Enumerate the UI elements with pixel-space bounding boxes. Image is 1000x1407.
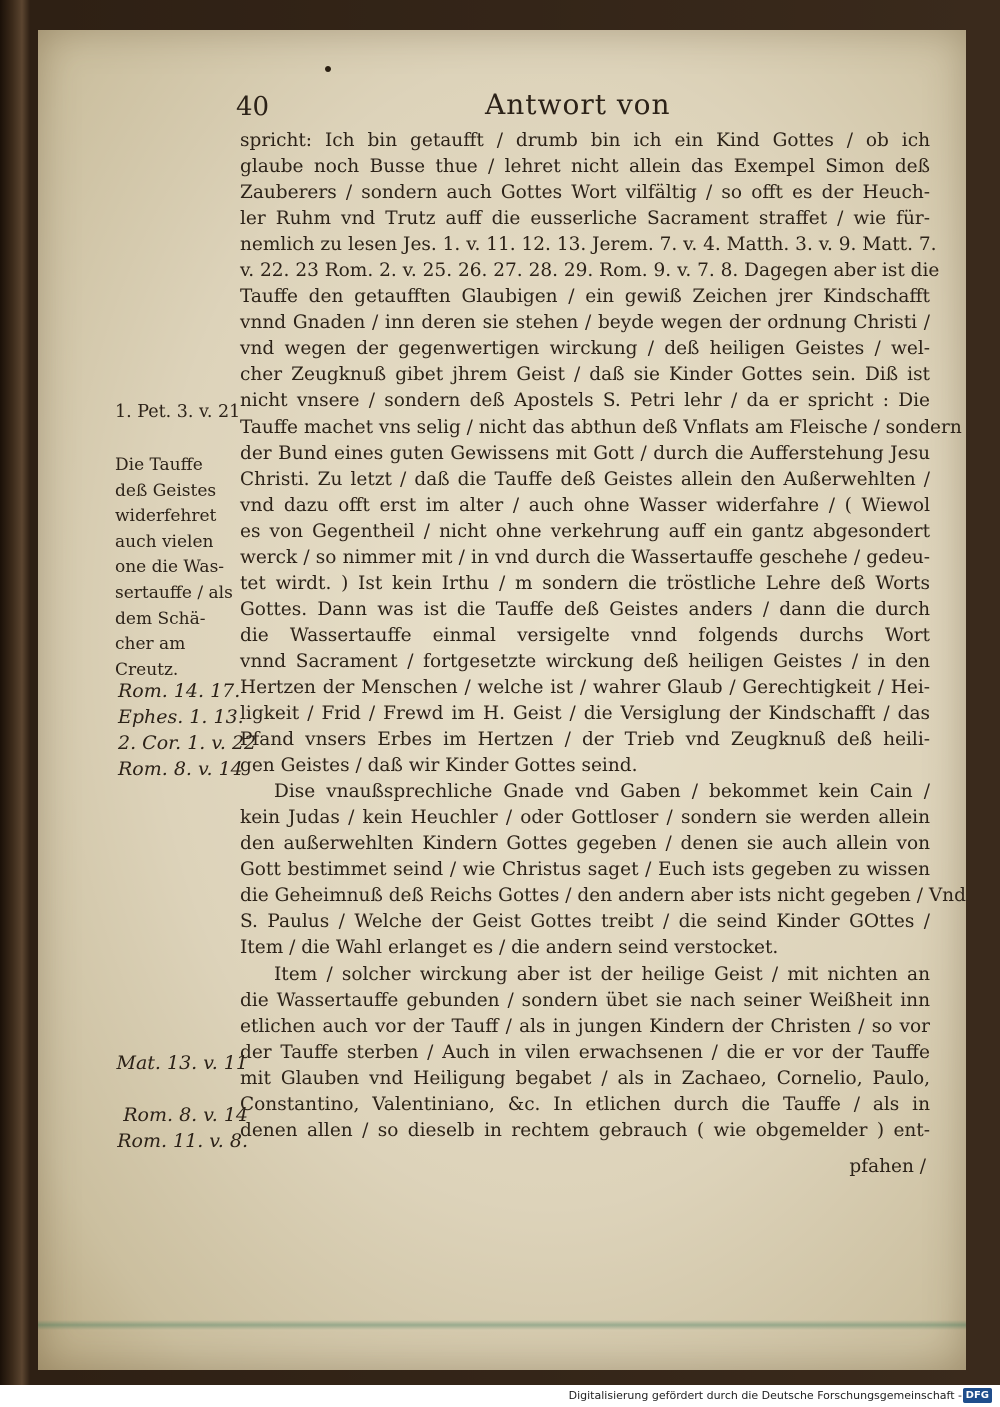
margin-ref-rom11: Rom. 11. v. 8. [117,1130,248,1152]
margin-ref-mat: Mat. 13. v. 11 [116,1052,248,1074]
margin-ref-rom8-lower: Rom. 8. v. 14 [123,1104,248,1126]
margin-ref-pet: 1. Pet. 3. v. 21 [115,402,241,422]
text-line: etlichen auch vor der Tauff / als in jungen Kindern der Christen / so vor [240,1015,930,1037]
text-line: vnnd Gnaden / inn deren sie stehen / beyde wegen der ordnung Christi / [240,312,930,334]
text-line: ligkeit / Frid / Frewd im H. Geist / die Versiglung der Kindschafft / das [240,703,930,725]
text-line: Gott bestimmet seind / wie Christus saget / Euch ists gegeben zu wissen [240,859,930,881]
margin-ref-rom8: Rom. 8. v. 14 [118,758,243,780]
text-line: Tauffe machet vns selig / nicht das abthun deß Vnflats am Fleische / sondern [240,416,962,438]
text-line: spricht: Ich bin getaufft / drumb bin ich ein Kind Gottes / ob ich [240,130,930,151]
text-line: Pfand vnsers Erbes im Hertzen / der Trieb vnd Zeugknuß deß heili- [240,729,930,751]
page-edge-stain [38,1320,966,1330]
sidenote-line: cher am [115,634,186,655]
catchword: pfahen / [849,1156,926,1177]
text-line: die Geheimnuß deß Reichs Gottes / den andern aber ists nicht gegeben / Vnd [240,885,966,907]
text-line: es von Gegentheil / nicht ohne verkehrung auff ein gantz abgesondert [240,520,930,542]
text-line: Dise vnaußsprechliche Gnade vnd Gaben / bekommet kein Cain / [274,781,930,803]
text-line: nicht vnsere / sondern deß Apostels S. Petri lehr / da er spricht : Die [240,390,930,412]
sidenote-line: sertauffe / als [115,582,233,603]
margin-ref-ephes: Ephes. 1. 13. [118,706,244,728]
text-line: Item / solcher wirckung aber ist der heilige Geist / mit nichten an [274,963,930,985]
text-line: denen allen / so dieselb in rechtem gebrauch ( wie obgemelder ) ent- [240,1119,930,1141]
footer-credit: Digitalisierung gefördert durch die Deutsche Forschungsgemeinschaft - [568,1389,962,1402]
sidenote-line: Die Tauffe [115,455,203,475]
sidenote-line: Creutz. [115,659,179,680]
sidenote-line: auch vielen [115,531,214,552]
text-line: der Bund eines guten Gewissens mit Gott / durch die Aufferstehung Jesu [240,442,930,464]
margin-ref-rom14: Rom. 14. 17. [118,680,241,702]
sidenote-line: dem Schä- [115,608,206,629]
ink-fleck [325,66,331,72]
margin-refs-block [118,678,256,782]
text-line: Item / die Wahl erlanget es / die andern seind verstocket. [240,937,779,959]
text-line: gen Geistes / daß wir Kinder Gottes seind. [240,755,638,777]
sidenote-line: one die Was- [115,557,225,578]
text-line: Zauberers / sondern auch Gottes Wort vilfältig / so offt es der Heuch- [240,182,930,204]
sidenote-tauffe-des-geistes [115,453,240,683]
text-line: die Wassertauffe gebunden / sondern übet sie nach seiner Weißheit inn [240,989,930,1011]
margin-ref-2cor: 2. Cor. 1. v. 22 [118,732,257,754]
text-line: kein Judas / kein Heuchler / oder Gottloser / sondern sie werden allein [240,807,930,829]
text-line: v. 22. 23 Rom. 2. v. 25. 26. 27. 28. 29. Rom. 9. v. 7. 8. Dagegen aber ist die [240,260,940,282]
footer-bar [0,1385,1000,1407]
text-line: nemlich zu lesen Jes. 1. v. 11. 12. 13. Jerem. 7. v. 4. Matth. 3. v. 9. Matt. 7. [240,234,937,256]
body-text [240,128,966,1144]
text-line: vnnd Sacrament / fortgesetzte wirckung deß heiligen Geistes / in den [240,650,930,672]
text-line: Hertzen der Menschen / welche ist / wahrer Glaub / Gerechtigkeit / Hei- [240,676,930,698]
text-line: Tauffe den getaufften Glaubigen / ein gewiß Zeichen jrer Kindschafft [240,286,930,308]
text-line: Gottes. Dann was ist die Tauffe deß Geistes anders / dann die durch [240,598,930,620]
text-line: der Tauffe sterben / Auch in vilen erwachsenen / die er vor der Tauffe [240,1041,930,1063]
text-line: vnd wegen der gegenwertigen wirckung / deß heiligen Geistes / wel- [240,338,930,360]
text-line: die Wassertauffe einmal versigelte vnnd folgends durchs Wort [240,624,930,646]
text-line: den außerwehlten Kindern Gottes gegeben / denen sie auch allein von [240,833,930,855]
text-line: werck / so nimmer mit / in vnd durch die Wassertauffe geschehe / gedeu- [240,546,930,568]
text-line: vnd dazu offt erst im alter / auch ohne Wasser widerfahre / ( Wiewol [240,494,930,516]
dfg-logo: DFG [963,1388,992,1403]
text-line: Constantino, Valentiniano, &c. In etlichen durch die Tauffe / als in [240,1093,930,1115]
text-line: glaube noch Busse thue / lehret nicht allein das Exempel Simon deß [240,156,930,178]
text-line: Christi. Zu letzt / daß die Tauffe deß Geistes allein den Außerwehlten / [240,468,930,490]
sidenote-line: widerfehret [115,506,217,527]
text-line: tet wirdt. ) Ist kein Irthu / m sondern die tröstliche Lehre deß Worts [240,572,930,594]
text-line: cher Zeugknuß gibet jhrem Geist / daß sie Kinder Gottes sein. Diß ist [240,364,930,386]
text-line: mit Glauben vnd Heiligung begabet / als in Zachaeo, Cornelio, Paulo, [240,1067,930,1089]
running-head: Antwort von [485,88,671,121]
page-number: 40 [236,92,270,122]
text-line: S. Paulus / Welche der Geist Gottes treibt / die seind Kinder GOttes / [240,911,930,933]
text-line: ler Ruhm vnd Trutz auff die eusserliche Sacrament straffet / wie für- [240,208,930,230]
sidenote-line: deß Geistes [115,480,217,501]
